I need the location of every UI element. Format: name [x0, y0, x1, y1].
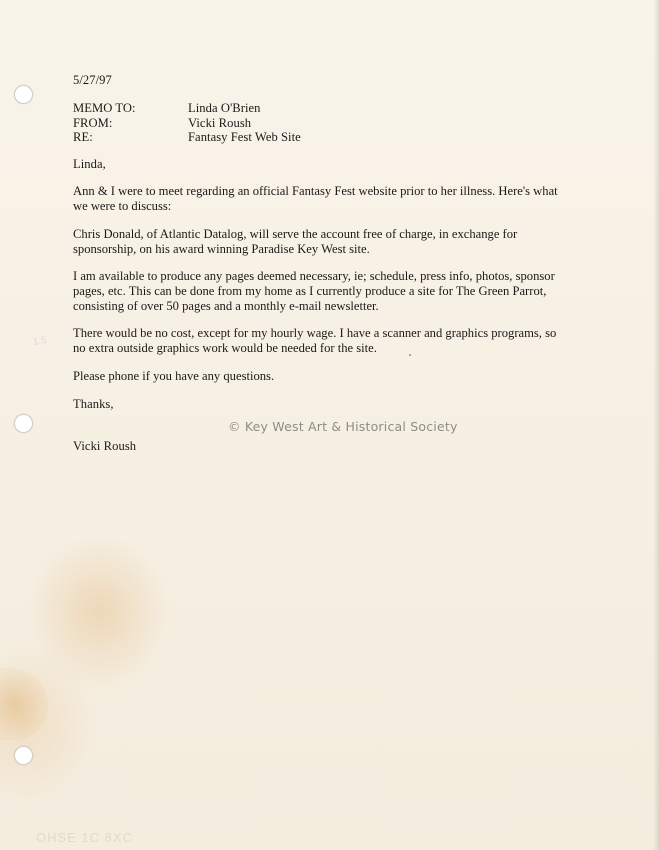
paragraph-line: Ann & I were to meet regarding an official Fantasy Fest website prior to her illness. Here's what [73, 184, 558, 198]
closing: Thanks, [73, 397, 114, 411]
header-value-sender: Vicki Roush [188, 116, 252, 130]
archive-ink-mark: OHSE 1C 8XC [36, 830, 133, 845]
signature: Vicki Roush [73, 439, 137, 453]
page-edge-shadow [653, 0, 659, 850]
paragraph-line: Chris Donald, of Atlantic Datalog, will serve the account free of charge, in exchange for [73, 227, 518, 241]
header-label-from: FROM: [73, 116, 113, 130]
punch-hole-top [14, 85, 33, 104]
punch-hole-middle [14, 414, 33, 433]
header-label-re: RE: [73, 130, 93, 144]
body-paragraph-5 [73, 369, 274, 384]
paragraph-line: no extra outside graphics work would be needed for the site. [73, 341, 377, 355]
copyright-watermark: © Key West Art & Historical Society [228, 419, 458, 434]
paragraph-line: Please phone if you have any questions. [73, 369, 275, 383]
salutation: Linda, [73, 157, 106, 171]
header-label-memo-to: MEMO TO: [73, 101, 136, 115]
stray-mark [409, 354, 411, 356]
body-paragraph-4 [73, 326, 556, 356]
header-value-subject: Fantasy Fest Web Site [188, 130, 301, 144]
body-paragraph-3 [73, 269, 555, 314]
paragraph-line: consisting of over 50 pages and a monthly e-mail newsletter. [73, 299, 379, 313]
punch-hole-bottom [14, 746, 33, 765]
paragraph-line: we were to discuss: [73, 199, 172, 213]
margin-pencil-mark: 1.5 [32, 335, 48, 348]
memo-date: 5/27/97 [73, 73, 112, 87]
paragraph-line: There would be no cost, except for my hourly wage. I have a scanner and graphics programs, so [73, 326, 557, 340]
paragraph-line: pages, etc. This can be done from my home as I currently produce a site for The Green Parrot, [73, 284, 547, 298]
body-paragraph-2 [73, 227, 517, 257]
body-paragraph-1 [73, 184, 558, 214]
header-value-recipient: Linda O'Brien [188, 101, 261, 115]
paragraph-line: I am available to produce any pages deemed necessary, ie; schedule, press info, photos, sponsor [73, 269, 555, 283]
paper-stain [0, 668, 48, 740]
paragraph-line: sponsorship, on his award winning Paradise Key West site. [73, 242, 370, 256]
